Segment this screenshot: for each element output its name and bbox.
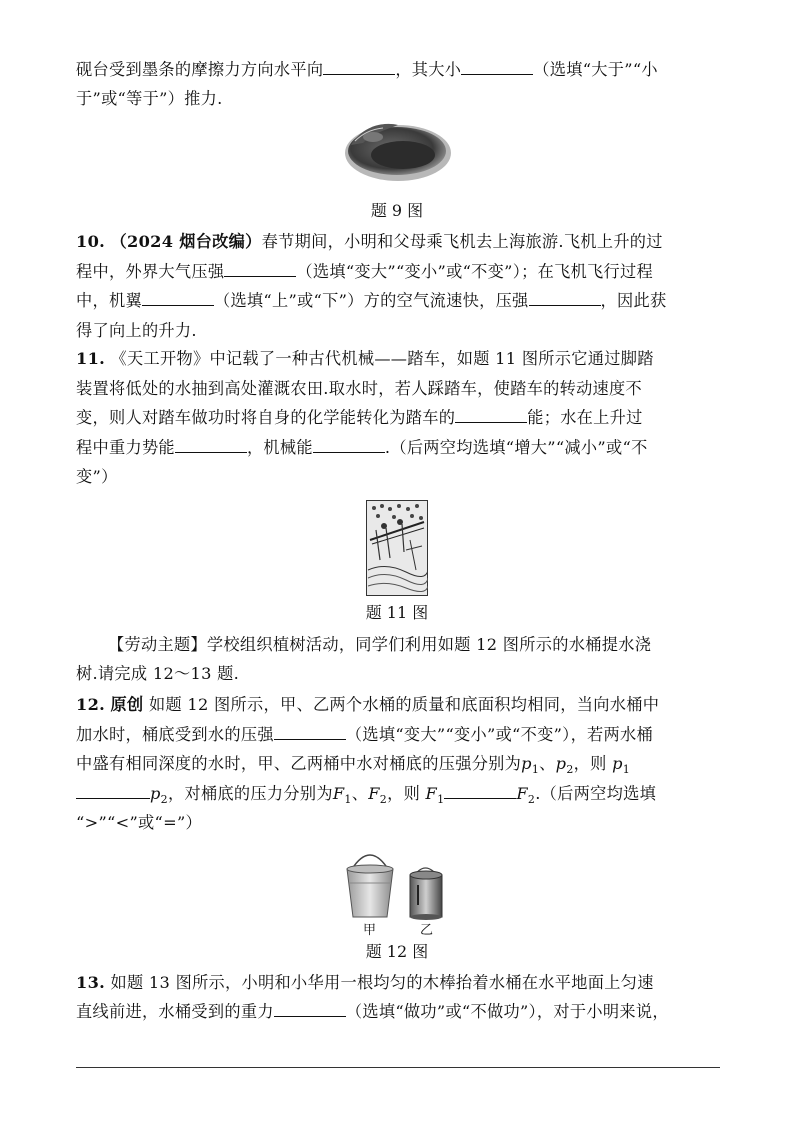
q10-blank-side[interactable]	[142, 290, 214, 306]
q12-caption: 题 12 图	[365, 942, 429, 961]
q13-line-1: 13. 如题 13 图所示，小明和小华用一根均匀的木棒抬着水桶在水平地面上匀速	[76, 973, 654, 992]
q9-line-2: 于”或“等于”）推力.	[76, 89, 223, 108]
bucket-label-yi: 乙	[420, 923, 434, 938]
q9-caption: 题 9 图	[370, 201, 424, 220]
q12-line-4: $p_2$，对桶底的压力分别为$F_1$、$F_2$，则 $F_1$ $F_2$.（后两空均选填	[76, 783, 720, 811]
q12-line-3: 中盛有相同深度的水时，甲、乙两桶中水对桶底的压强分别为$p_1$、$p_2$，则 $p_1$	[76, 754, 631, 777]
buckets-illustration	[340, 845, 450, 925]
q13-line-2: 直线前进，水桶受到的重力 （选填“做功”或“不做功”），对于小明来说，	[76, 1002, 669, 1021]
q12-line-1: 12. 原创 如题 12 图所示，甲、乙两个水桶的质量和底面积均相同，当向水桶中	[76, 695, 660, 714]
q11-blank-energy[interactable]	[455, 407, 527, 423]
q12-blank-pressure[interactable]	[274, 724, 346, 740]
treadmill-illustration	[366, 500, 428, 596]
q10-line-4: 得了向上的升力.	[76, 321, 197, 340]
q12-blank-compare-p[interactable]	[76, 783, 150, 799]
q10-line-1: 10. （2024 烟台改编）春节期间，小明和父母乘飞机去上海旅游.飞机上升的过	[76, 232, 663, 251]
footer-divider	[76, 1067, 720, 1068]
q11-line-4: 程中重力势能 ，机械能 .（后两空均选填“增大”“减小”或“不	[76, 438, 648, 457]
q11-line-2: 装置将低处的水抽到高处灌溉农田.取水时，若人踩踏车，使踏车的转动速度不	[76, 379, 643, 398]
q11-blank-potential[interactable]	[175, 437, 247, 453]
q10-blank-pressure[interactable]	[224, 261, 296, 277]
q12-line-2: 加水时，桶底受到水的压强 （选填“变大”“变小”或“不变”），若两水桶	[76, 725, 654, 744]
q10-line-3: 中，机翼 （选填“上”或“下”）方的空气流速快，压强 ，因此获	[76, 291, 667, 310]
theme-line-1: 【劳动主题】学校组织植树活动，同学们利用如题 12 图所示的水桶提水浇	[108, 635, 652, 654]
inkstone-image	[343, 115, 453, 185]
q9-blank-magnitude[interactable]	[461, 59, 533, 75]
q10-blank-pressure-2[interactable]	[529, 290, 601, 306]
q11-line-1: 11. 《天工开物》中记载了一种古代机械——踏车，如题 11 图所示它通过脚踏	[76, 349, 654, 368]
q11-line-5: 变”）	[76, 467, 118, 486]
q10-line-2: 程中，外界大气压强 （选填“变大”“变小”或“不变”）；在飞机飞行过程	[76, 262, 654, 281]
q9-line-1: 砚台受到墨条的摩擦力方向水平向 ，其大小 （选填“大于”“小	[76, 60, 658, 79]
q13-blank-work[interactable]	[274, 1001, 346, 1017]
q9-blank-direction[interactable]	[323, 59, 395, 75]
original-tag: 原创	[110, 695, 144, 714]
q11-blank-mechanical[interactable]	[313, 437, 385, 453]
q11-caption: 题 11 图	[365, 603, 429, 622]
q11-line-3: 变，则人对踏车做功时将自身的化学能转化为踏车的 能；水在上升过	[76, 408, 643, 427]
q12-blank-compare-f[interactable]	[444, 783, 516, 799]
bucket-label-jia: 甲	[363, 923, 377, 938]
theme-line-2: 树.请完成 12～13 题.	[76, 664, 240, 683]
q12-line-5: “>”“<”或“=”）	[76, 813, 203, 832]
